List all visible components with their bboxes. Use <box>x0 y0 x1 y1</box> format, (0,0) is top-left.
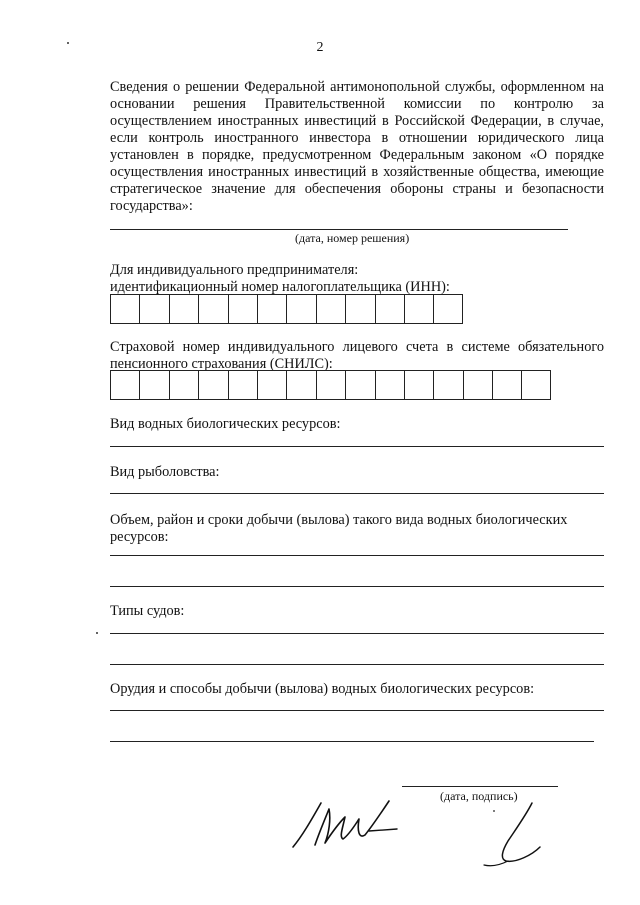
scan-speck <box>67 42 69 44</box>
inn-digit-box[interactable] <box>345 294 374 324</box>
gear-label: Орудия и способы добычи (вылова) водных биологических ресурсов: <box>110 681 535 697</box>
vessel-types-label: Типы судов: <box>110 603 185 619</box>
volume-label-cont: ресурсов: <box>110 529 169 545</box>
snils-digit-box[interactable] <box>139 370 168 400</box>
paragraph-line: установлен в порядке, предусмотренном Федеральным законом «О порядке <box>110 147 604 163</box>
volume-line-2[interactable] <box>110 586 604 587</box>
gear-line-1[interactable] <box>110 710 604 711</box>
inn-digit-box[interactable] <box>169 294 198 324</box>
handwritten-signature-right <box>478 795 558 873</box>
signature-caption: (дата, подпись) <box>440 789 518 803</box>
decision-paragraph <box>110 79 604 215</box>
resource-type-line[interactable] <box>110 446 604 447</box>
signature-fill-line[interactable] <box>402 786 558 787</box>
snils-digit-box[interactable] <box>228 370 257 400</box>
snils-digit-box[interactable] <box>345 370 374 400</box>
vessel-types-line-2[interactable] <box>110 664 604 665</box>
handwritten-signature-left <box>285 795 405 855</box>
inn-digit-box[interactable] <box>198 294 227 324</box>
snils-digit-box[interactable] <box>169 370 198 400</box>
paragraph-line: осуществления иностранных инвестиций в хозяйственные общества, имеющие <box>110 164 604 180</box>
resource-type-label: Вид водных биологических ресурсов: <box>110 416 341 432</box>
inn-digit-box[interactable] <box>433 294 462 324</box>
snils-digit-box[interactable] <box>316 370 345 400</box>
snils-boxes[interactable] <box>110 370 551 400</box>
paragraph-line: стратегическое значение для обеспечения обороны страны и безопасности <box>110 181 604 197</box>
inn-digit-box[interactable] <box>375 294 404 324</box>
paragraph-line: государства»: <box>110 198 193 214</box>
paragraph-line: Сведения о решении Федеральной антимонопольной службы, оформленном на <box>110 79 604 95</box>
decision-caption: (дата, номер решения) <box>295 231 410 245</box>
paragraph-line: основании решения Правительственной комиссии по контролю за <box>110 96 604 112</box>
snils-paragraph <box>110 339 604 373</box>
inn-digit-box[interactable] <box>139 294 168 324</box>
snils-digit-box[interactable] <box>521 370 550 400</box>
page-number: 2 <box>316 40 324 55</box>
volume-line-1[interactable] <box>110 555 604 556</box>
snils-digit-box[interactable] <box>375 370 404 400</box>
snils-digit-box[interactable] <box>492 370 521 400</box>
paragraph-line: если контроль иностранного инвестора в отношении юридического лица <box>110 130 604 146</box>
inn-boxes[interactable] <box>110 294 463 324</box>
paragraph-line: Страховой номер индивидуального лицевого счета в системе обязательного <box>110 339 604 355</box>
fishing-type-line[interactable] <box>110 493 604 494</box>
paragraph-line: пенсионного страхования (СНИЛС): <box>110 356 333 372</box>
snils-digit-box[interactable] <box>286 370 315 400</box>
volume-label: Объем, район и сроки добычи (вылова) такого вида водных биологических <box>110 512 568 528</box>
inn-digit-box[interactable] <box>257 294 286 324</box>
inn-label: идентификационный номер налогоплательщика (ИНН): <box>110 279 450 295</box>
decision-fill-line[interactable] <box>110 229 568 230</box>
snils-digit-box[interactable] <box>198 370 227 400</box>
snils-digit-box[interactable] <box>110 370 139 400</box>
entrepreneur-heading: Для индивидуального предпринимателя: <box>110 262 359 278</box>
inn-digit-box[interactable] <box>110 294 139 324</box>
inn-digit-box[interactable] <box>316 294 345 324</box>
gear-line-2[interactable] <box>110 741 594 742</box>
vessel-types-line-1[interactable] <box>110 633 604 634</box>
snils-digit-box[interactable] <box>257 370 286 400</box>
snils-digit-box[interactable] <box>404 370 433 400</box>
fishing-type-label: Вид рыболовства: <box>110 464 220 480</box>
paragraph-line: осуществлением иностранных инвестиций в Российской Федерации, в случае, <box>110 113 604 129</box>
snils-digit-box[interactable] <box>463 370 492 400</box>
snils-digit-box[interactable] <box>433 370 462 400</box>
inn-digit-box[interactable] <box>228 294 257 324</box>
scan-speck <box>96 632 98 634</box>
inn-digit-box[interactable] <box>286 294 315 324</box>
inn-digit-box[interactable] <box>404 294 433 324</box>
